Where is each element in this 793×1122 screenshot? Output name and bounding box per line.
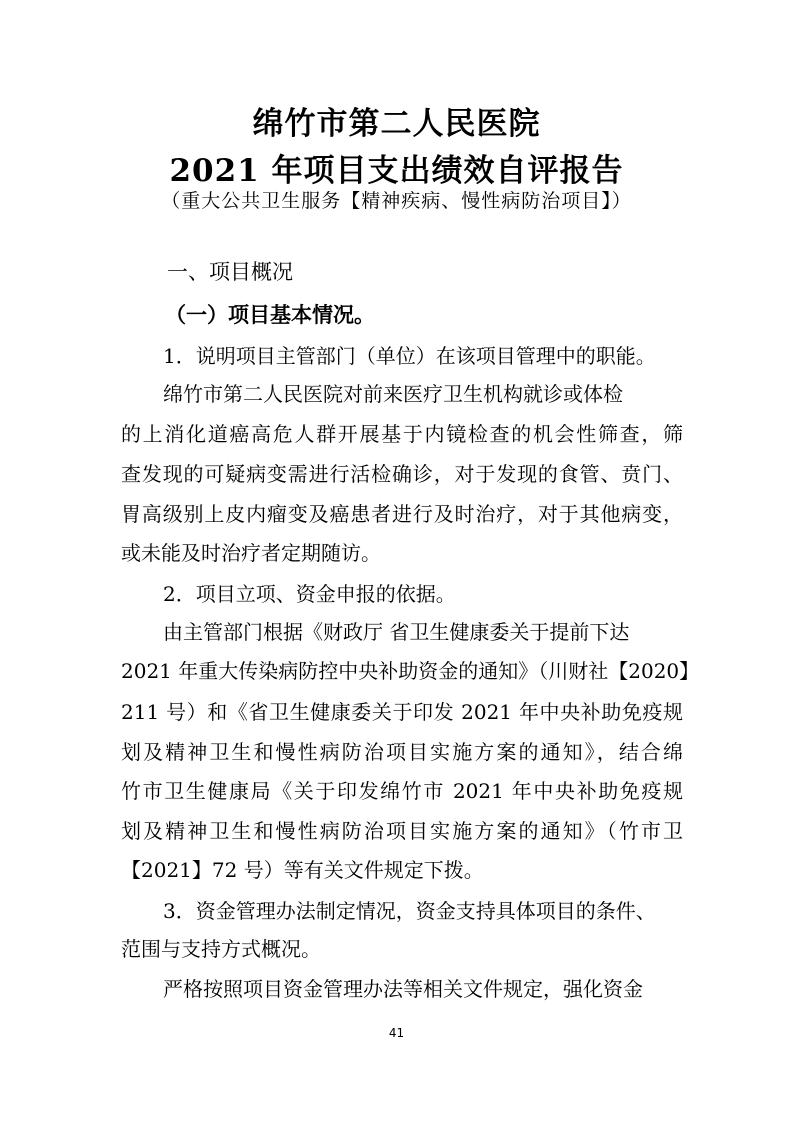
- paragraph-line: 2．项目立项、资金申报的依据。: [163, 582, 456, 606]
- document-title-line-1: 绵竹市第二人民医院: [252, 106, 541, 142]
- document-title-line-2: 2021 年项目支出绩效自评报告: [169, 153, 624, 189]
- paragraph-line: 211 号）和《省卫生健康委关于印发 2021 年中央补助免疫规: [121, 700, 683, 724]
- paragraph-line: 严格按照项目资金管理办法等相关文件规定，强化资金: [163, 977, 643, 1001]
- paragraph-line: 【2021】72 号）等有关文件规定下拨。: [121, 858, 484, 882]
- paragraph-line: 查发现的可疑病变需进行活检确诊，对于发现的食管、贲门、: [121, 462, 683, 486]
- subsection-heading-basic-info: （一）项目基本情况。: [165, 302, 375, 327]
- paragraph-line: 绵竹市第二人民医院对前来医疗卫生机构就诊或体检: [163, 382, 623, 406]
- paragraph-line: 或未能及时治疗者定期随访。: [121, 541, 381, 565]
- paragraph-line: 3．资金管理办法制定情况，资金支持具体项目的条件、: [163, 899, 656, 923]
- paragraph-line: 范围与支持方式概况。: [121, 937, 321, 961]
- document-subtitle: （重大公共卫生服务【精神疾病、慢性病防治项目】）: [161, 190, 632, 212]
- paragraph-line: 划及精神卫生和慢性病防治项目实施方案的通知》，结合绵: [121, 740, 683, 764]
- paragraph-line: 1．说明项目主管部门（单位）在该项目管理中的职能。: [163, 344, 656, 368]
- paragraph-line: 胃高级别上皮内瘤变及癌患者进行及时治疗，对于其他病变，: [121, 502, 683, 526]
- section-heading-project-overview: 一、项目概况: [167, 260, 293, 284]
- paragraph-line: 2021 年重大传染病防控中央补助资金的通知》（川财社【2020】: [121, 659, 700, 683]
- paragraph-line: 划及精神卫生和慢性病防治项目实施方案的通知》（竹市卫: [121, 819, 683, 843]
- paragraph-line: 的上消化道癌高危人群开展基于内镜检查的机会性筛查，筛: [121, 422, 683, 446]
- paragraph-line: 由主管部门根据《财政厅 省卫生健康委关于提前下达: [163, 620, 630, 644]
- page-number: 41: [388, 1026, 405, 1040]
- paragraph-line: 竹市卫生健康局《关于印发绵竹市 2021 年中央补助免疫规: [121, 779, 683, 803]
